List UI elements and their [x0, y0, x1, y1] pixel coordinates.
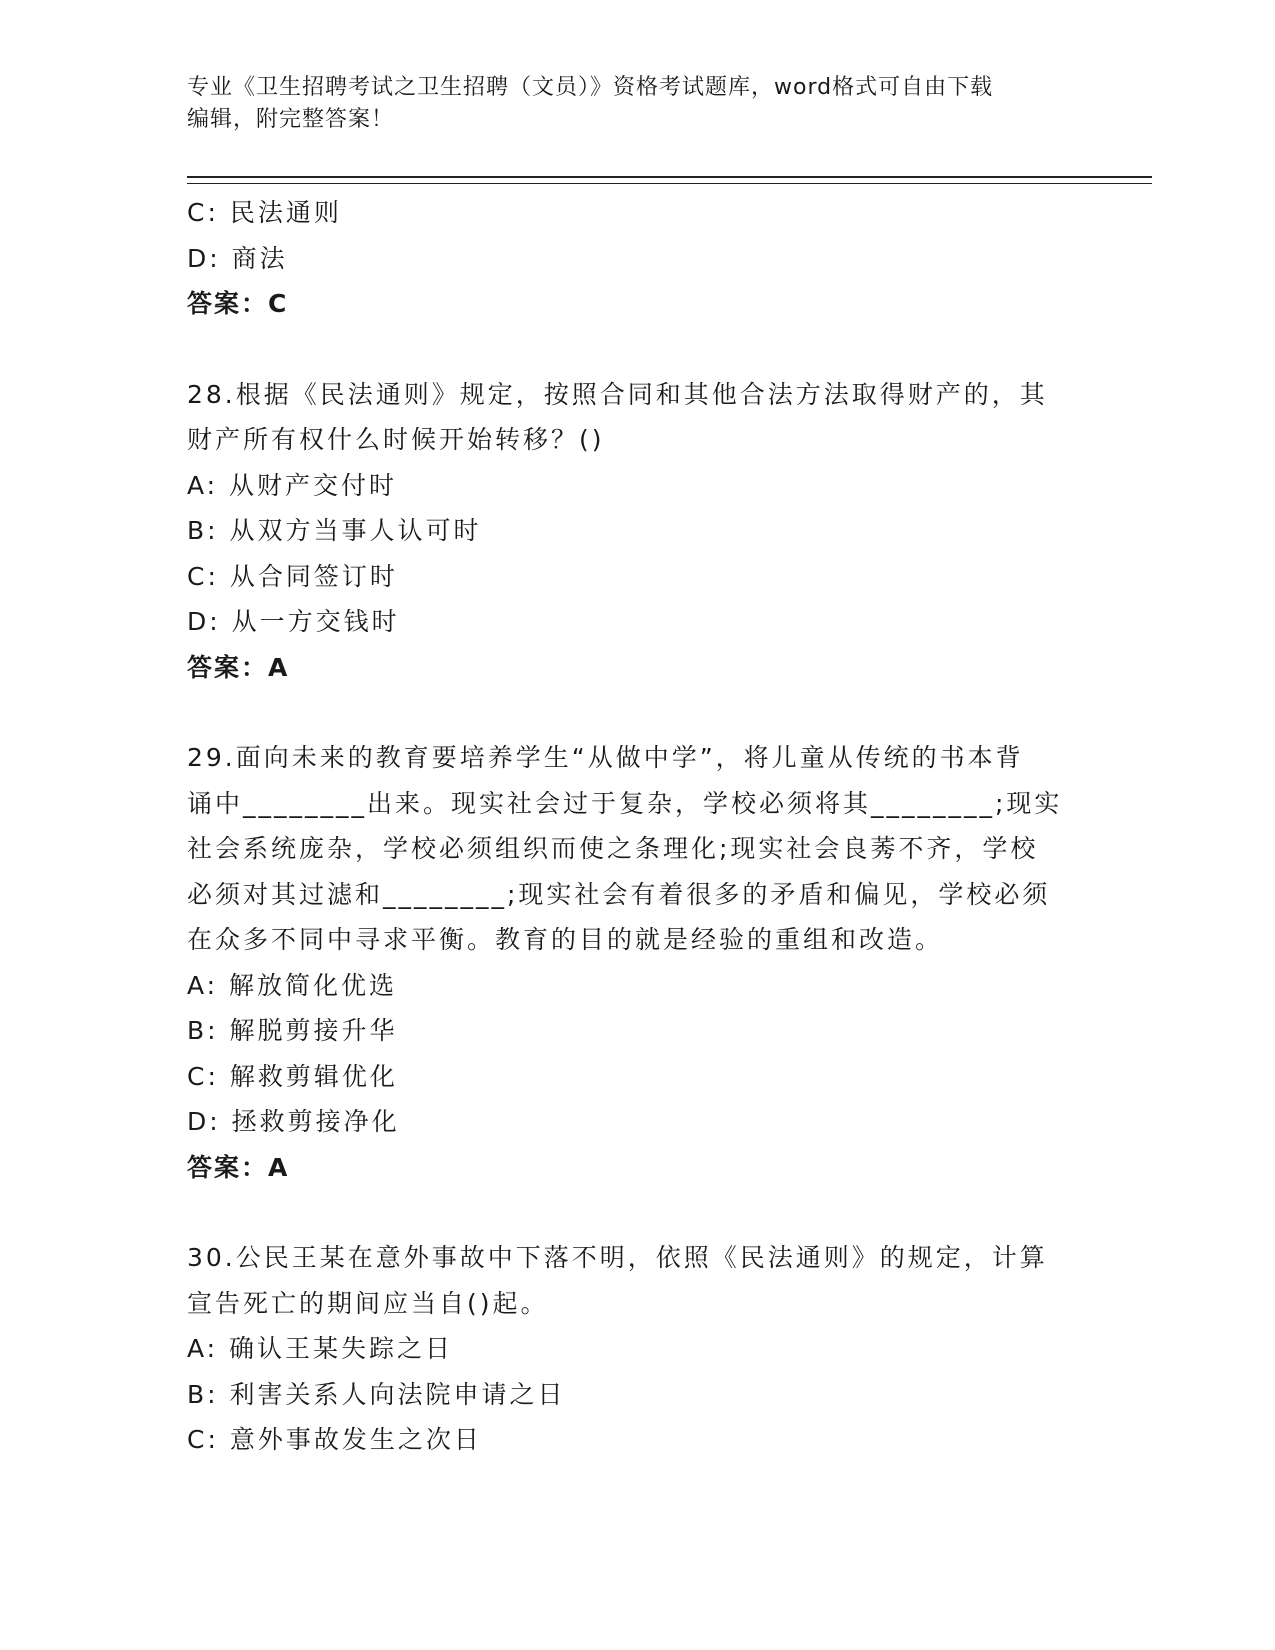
question-stem-line: 在众多不同中寻求平衡。教育的目的就是经验的重组和改造。 [187, 925, 944, 954]
question-list [187, 190, 1087, 1463]
question-stem-line: 财产所有权什么时候开始转移？() [187, 425, 605, 454]
document-header [187, 72, 1087, 136]
answer-line: 答案：C [187, 289, 289, 318]
question-stem-line: 28.根据《民法通则》规定，按照合同和其他合法方法取得财产的，其 [187, 379, 1048, 409]
option-c: C: 从合同签订时 [187, 561, 398, 591]
spacer [187, 690, 1087, 735]
option-b: B: 利害关系人向法院申请之日 [187, 1379, 566, 1409]
question-stem-line: 30.公民王某在意外事故中下落不明，依照《民法通则》的规定，计算 [187, 1243, 1048, 1272]
question-30 [187, 1235, 1087, 1463]
option-d: D: 商法 [187, 243, 288, 273]
option-c: C: 解救剪辑优化 [187, 1061, 398, 1091]
option-a: A: 确认王某失踪之日 [187, 1334, 454, 1363]
question-stem-line: 必须对其过滤和________;现实社会有着很多的矛盾和偏见，学校必须 [187, 879, 1051, 909]
header-divider-thin [187, 183, 1152, 184]
option-d: D: 拯救剪接净化 [187, 1107, 400, 1136]
question-stem-line: 29.面向未来的教育要培养学生“从做中学”，将儿童从传统的书本背 [187, 743, 1024, 772]
option-a: A: 解放简化优选 [187, 970, 398, 1000]
header-line-2: 编辑，附完整答案！ [187, 107, 395, 132]
question-27-tail [187, 190, 1087, 327]
option-a: A: 从财产交付时 [187, 470, 398, 500]
question-stem-line: 诵中________出来。现实社会过于复杂，学校必须将其________;现实 [187, 788, 1063, 818]
option-c: C: 意外事故发生之次日 [187, 1425, 482, 1454]
header-divider-thick [187, 176, 1152, 178]
question-28 [187, 372, 1087, 691]
spacer [187, 1190, 1087, 1235]
question-stem-line: 社会系统庞杂，学校必须组织而使之条理化;现实社会良莠不齐，学校 [187, 834, 1039, 863]
option-c: C: 民法通则 [187, 198, 342, 227]
option-b: B: 解脱剪接升华 [187, 1016, 398, 1045]
spacer [187, 327, 1087, 372]
option-d: D: 从一方交钱时 [187, 607, 400, 636]
header-line-1: 专业《卫生招聘考试之卫生招聘（文员）》资格考试题库，word格式可自由下载 [187, 75, 994, 100]
answer-line: 答案：A [187, 1152, 290, 1182]
answer-line: 答案：A [187, 652, 290, 682]
option-b: B: 从双方当事人认可时 [187, 516, 482, 545]
question-29 [187, 735, 1087, 1190]
question-stem-line: 宣告死亡的期间应当自()起。 [187, 1288, 549, 1318]
